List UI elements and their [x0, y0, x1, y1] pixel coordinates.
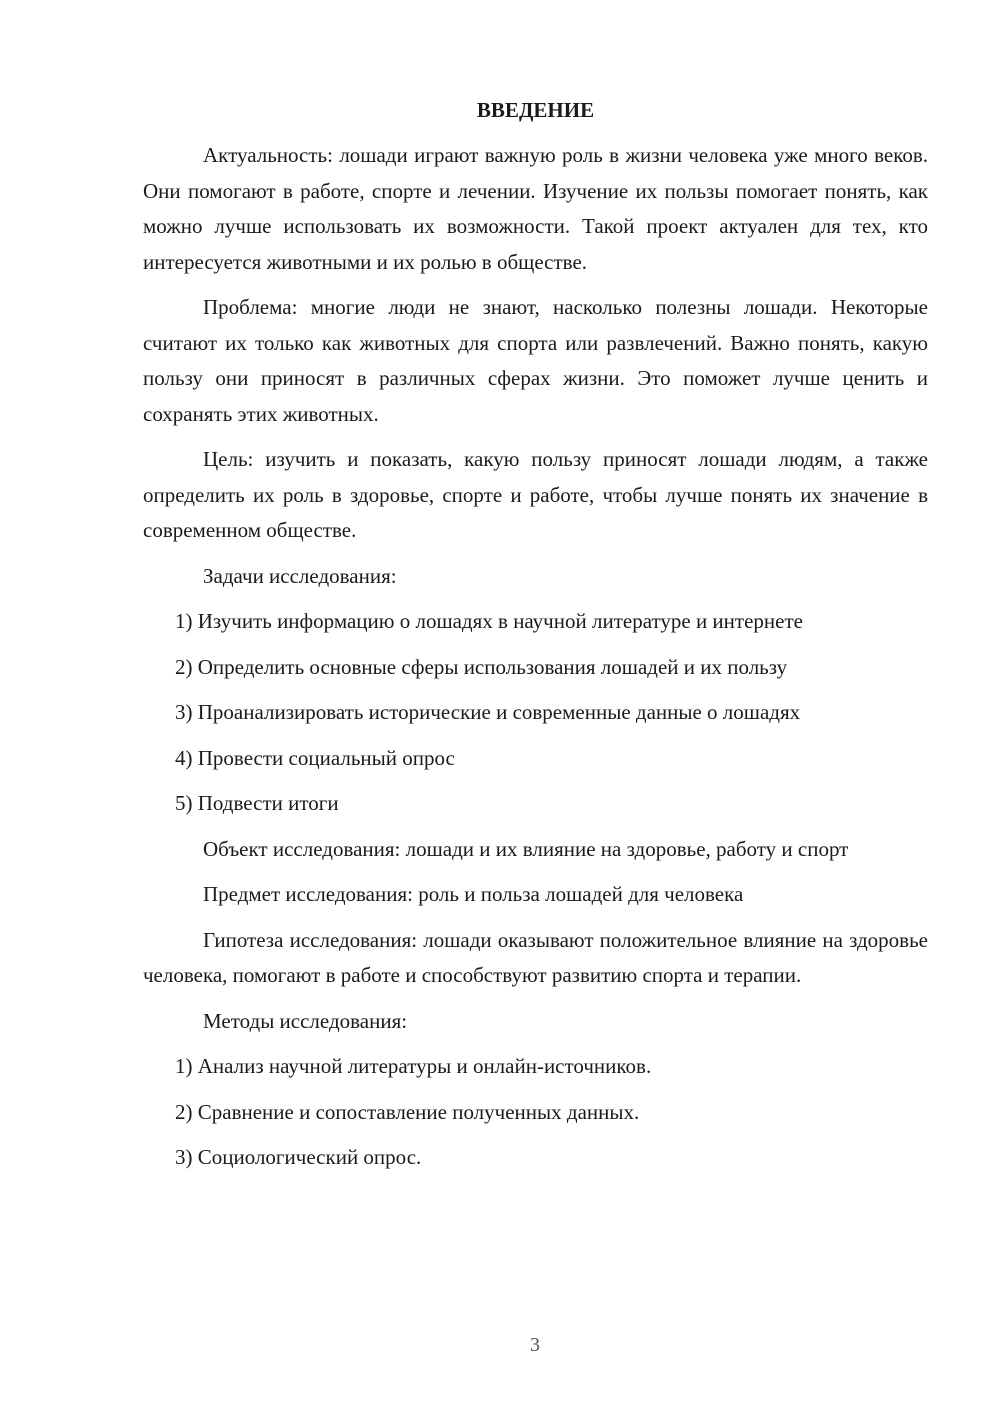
methods-list [143, 1049, 928, 1176]
hypothesis-paragraph: Гипотеза исследования: лошади оказывают положительное влияние на здоровье человека, помогают в работе и способствуют развитию спорта и терапии. [143, 927, 928, 987]
list-item: 4) Провести социальный опрос [175, 745, 455, 770]
list-item: 1) Изучить информацию о лошадях в научной литературе и интернете [175, 609, 803, 633]
list-item: 3) Проанализировать исторические и современные данные о лошадях [175, 700, 801, 724]
list-item: 5) Подвести итоги [175, 791, 339, 815]
document-page [143, 96, 928, 1186]
goal-paragraph: Цель: изучить и показать, какую пользу приносят лошади людям, а также определить их роль в здоровье, спорте и работе, чтобы лучше понять их значение в современном обществе. [143, 447, 928, 542]
page-number: 3 [530, 1334, 540, 1356]
page-title: ВВЕДЕНИЕ [476, 98, 595, 122]
problem-paragraph: Проблема: многие люди не знают, насколько полезны лошади. Некоторые считают их только как животных для спорта или развлечений. Важно понять, какую пользу они приносят в различных сферах жизни. Это поможет лучше ценить и сохранять этих животных. [143, 295, 928, 426]
list-item: 1) Анализ научной литературы и онлайн-источников. [175, 1054, 652, 1078]
tasks-heading: Задачи исследования: [203, 563, 397, 588]
object-paragraph: Объект исследования: лошади и их влияние на здоровье, работу и спорт [203, 836, 849, 861]
list-item: 2) Определить основные сферы использования лошадей и их пользу [175, 654, 788, 679]
relevance-paragraph: Актуальность: лошади играют важную роль в жизни человека уже много веков. Они помогают в работе, спорте и лечении. Изучение их пользы помогает понять, как можно лучше использовать их возможности. Такой проект актуален для тех, кто интересуется животными и их ролью в обществе. [143, 143, 928, 274]
tasks-list [143, 604, 928, 822]
list-item: 3) Социологический опрос. [175, 1145, 422, 1169]
list-item: 2) Сравнение и сопоставление полученных данных. [175, 1099, 640, 1124]
methods-heading: Методы исследования: [203, 1008, 408, 1033]
subject-paragraph: Предмет исследования: роль и польза лошадей для человека [203, 882, 744, 906]
